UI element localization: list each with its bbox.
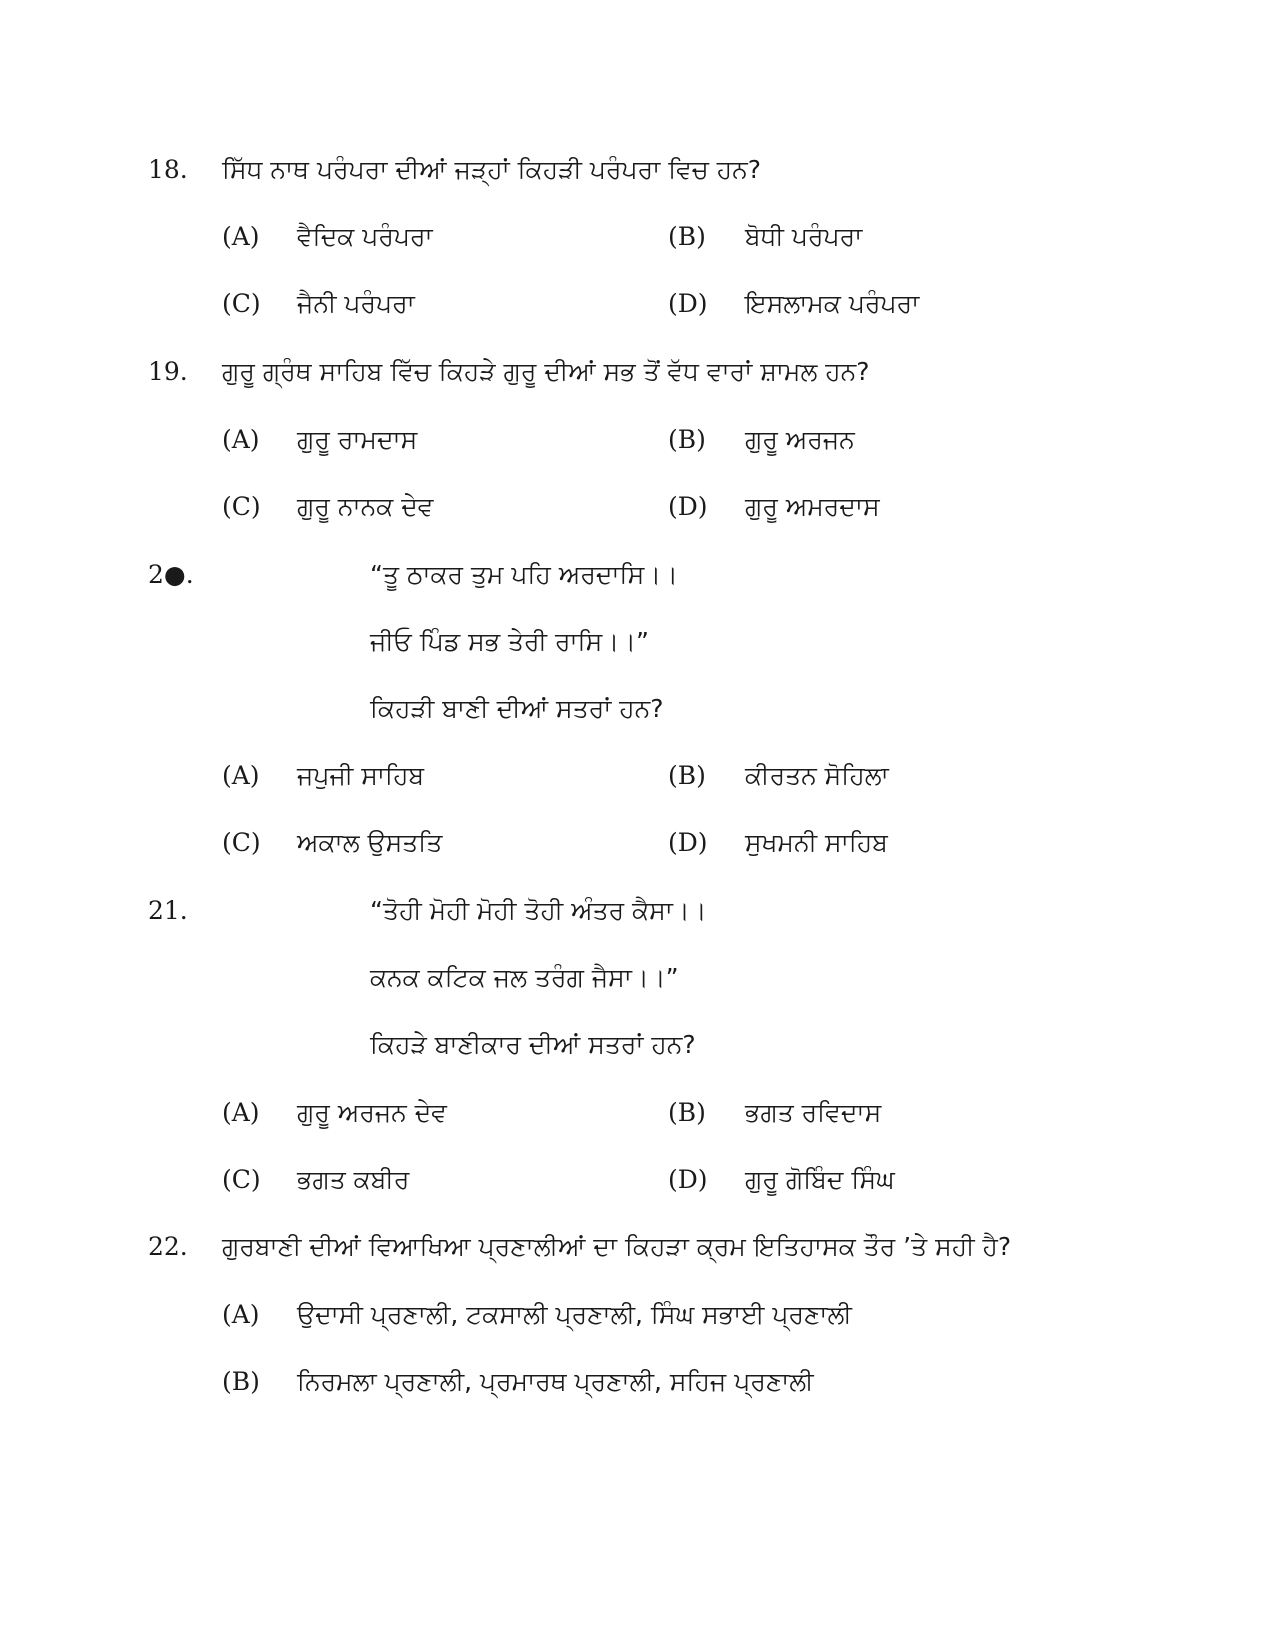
option-text: ਇਸਲਾਮਕ ਪਰੰਪਰਾ	[745, 289, 920, 318]
option-key: (A)	[222, 222, 260, 251]
option-key: (B)	[668, 222, 706, 251]
quote-line: “ਤੂ ਠਾਕਰ ਤੁਮ ਪਹਿ ਅਰਦਾਸਿ।।	[370, 560, 678, 589]
options-row	[0, 1093, 1275, 1133]
option-text: ਭਗਤ ਕਬੀਰ	[297, 1165, 410, 1194]
question-text: ਸਿੱਧ ਨਾਥ ਪਰੰਪਰਾ ਦੀਆਂ ਜੜ੍ਹਾਂ ਕਿਹੜੀ ਪਰੰਪਰਾ ਵਿਚ ਹਨ?	[222, 155, 761, 184]
quote-line: “ਤੋਹੀ ਮੋਹੀ ਮੋਹੀ ਤੋਹੀ ਅੰਤਰ ਕੈਸਾ।।	[370, 896, 707, 925]
options-row	[0, 1160, 1275, 1200]
question-text: ਕਿਹੜੇ ਬਾਣੀਕਾਰ ਦੀਆਂ ਸਤਰਾਂ ਹਨ?	[370, 1030, 696, 1059]
question-number: 2●.	[148, 560, 194, 589]
options-row	[0, 284, 1275, 324]
options-row	[0, 1295, 1275, 1335]
option-key: (A)	[222, 761, 260, 790]
option-text: ਵੈਦਿਕ ਪਰੰਪਰਾ	[297, 222, 433, 251]
option-text: ਗੁਰੂ ਅਮਰਦਾਸ	[745, 492, 880, 521]
option-key: (C)	[222, 289, 261, 318]
options-row	[0, 823, 1275, 863]
option-key: (B)	[668, 1098, 706, 1127]
options-row	[0, 217, 1275, 257]
option-key: (D)	[668, 1165, 708, 1194]
quote-row	[0, 1025, 1275, 1065]
option-key: (A)	[222, 1098, 260, 1127]
option-text: ਨਿਰਮਲਾ ਪ੍ਰਣਾਲੀ, ਪ੍ਰਮਾਰਥ ਪ੍ਰਣਾਲੀ, ਸਹਿਜ ਪ੍ਰਣਾਲੀ	[297, 1367, 814, 1396]
options-row	[0, 1362, 1275, 1402]
options-row	[0, 487, 1275, 527]
question-text: ਗੁਰਬਾਣੀ ਦੀਆਂ ਵਿਆਖਿਆ ਪ੍ਰਣਾਲੀਆਂ ਦਾ ਕਿਹੜਾ ਕ੍ਰਮ ਇਤਿਹਾਸਕ ਤੌਰ ’ਤੇ ਸਹੀ ਹੈ?	[222, 1232, 1012, 1261]
quote-row	[0, 622, 1275, 662]
option-text: ਸੁਖਮਨੀ ਸਾਹਿਬ	[745, 828, 888, 857]
option-key: (A)	[222, 425, 260, 454]
option-key: (B)	[668, 425, 706, 454]
option-text: ਬੋਧੀ ਪਰੰਪਰਾ	[745, 222, 863, 251]
options-row	[0, 420, 1275, 460]
options-row	[0, 756, 1275, 796]
question-text: ਗੁਰੂ ਗ੍ਰੰਥ ਸਾਹਿਬ ਵਿੱਚ ਕਿਹੜੇ ਗੁਰੂ ਦੀਆਂ ਸਭ ਤੋਂ ਵੱਧ ਵਾਰਾਂ ਸ਼ਾਮਲ ਹਨ?	[222, 357, 870, 386]
option-key: (C)	[222, 1165, 261, 1194]
option-key: (B)	[222, 1367, 260, 1396]
option-text: ਜਪੁਜੀ ਸਾਹਿਬ	[297, 761, 425, 790]
question-22	[0, 1227, 1275, 1267]
question-21	[0, 891, 1275, 931]
option-key: (D)	[668, 289, 708, 318]
option-key: (D)	[668, 828, 708, 857]
option-text: ਜੈਨੀ ਪਰੰਪਰਾ	[297, 289, 415, 318]
option-text: ਗੁਰੂ ਅਰਜਨ ਦੇਵ	[297, 1098, 447, 1127]
option-text: ਉਦਾਸੀ ਪ੍ਰਣਾਲੀ, ਟਕਸਾਲੀ ਪ੍ਰਣਾਲੀ, ਸਿੰਘ ਸਭਾਈ ਪ੍ਰਣਾਲੀ	[297, 1300, 852, 1329]
question-number: 22.	[148, 1232, 188, 1261]
question-number: 21.	[148, 896, 188, 925]
option-key: (C)	[222, 492, 261, 521]
question-text: ਕਿਹੜੀ ਬਾਣੀ ਦੀਆਂ ਸਤਰਾਂ ਹਨ?	[370, 694, 664, 723]
option-text: ਗੁਰੂ ਰਾਮਦਾਸ	[297, 425, 418, 454]
option-text: ਕੀਰਤਨ ਸੋਹਿਲਾ	[745, 761, 889, 790]
quote-row	[0, 689, 1275, 729]
option-text: ਗੁਰੂ ਗੋਬਿੰਦ ਸਿੰਘ	[745, 1165, 895, 1194]
option-key: (A)	[222, 1300, 260, 1329]
question-20	[0, 555, 1275, 595]
option-text: ਗੁਰੂ ਨਾਨਕ ਦੇਵ	[297, 492, 434, 521]
quote-row	[0, 958, 1275, 998]
quote-line: ਜੀਓ ਪਿੰਡ ਸਭ ਤੇਰੀ ਰਾਸਿ।।”	[370, 627, 649, 656]
quote-line: ਕਨਕ ਕਟਿਕ ਜਲ ਤਰੰਗ ਜੈਸਾ।।”	[370, 963, 679, 992]
question-number: 18.	[148, 155, 188, 184]
option-text: ਗੁਰੂ ਅਰਜਨ	[745, 425, 855, 454]
option-key: (D)	[668, 492, 708, 521]
option-key: (C)	[222, 828, 261, 857]
question-number: 19.	[148, 357, 188, 386]
option-text: ਅਕਾਲ ਉਸਤਤਿ	[297, 828, 443, 857]
option-key: (B)	[668, 761, 706, 790]
option-text: ਭਗਤ ਰਵਿਦਾਸ	[745, 1098, 882, 1127]
question-19	[0, 352, 1275, 392]
question-18	[0, 150, 1275, 190]
